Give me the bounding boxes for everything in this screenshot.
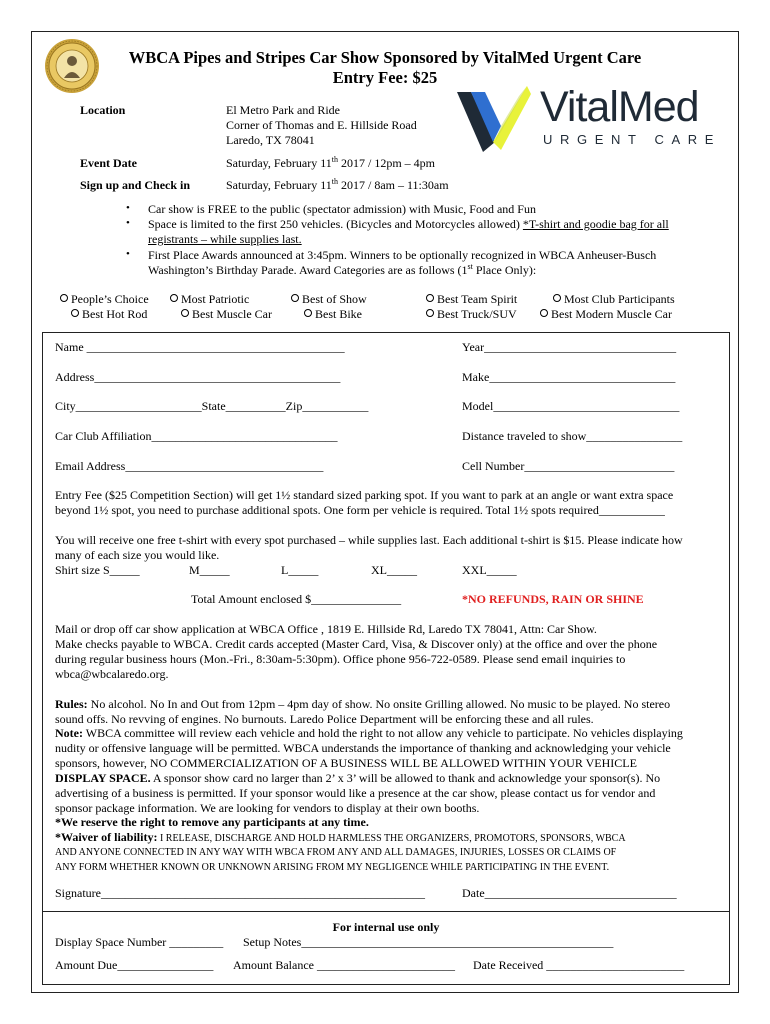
internal-divider bbox=[42, 911, 730, 912]
mail-text-2: Make checks payable to WBCA. Credit cards accepted (Master Card, Visa, & Discover only) at the office and over the phone bbox=[55, 637, 658, 651]
cell-field[interactable]: Cell Number_________________________ bbox=[462, 459, 675, 473]
shirt-size-xl[interactable]: XL_____ bbox=[371, 563, 417, 577]
radio-icon bbox=[553, 294, 561, 302]
award-best-team-spirit[interactable]: Best Team Spirit bbox=[426, 292, 517, 307]
note-text-2: nudity or offensive language will be permitted. WBCA understands the importance of thanking and acknowledging your vehicle bbox=[55, 741, 671, 755]
internal-use-title: For internal use only bbox=[332, 920, 440, 934]
event-date-label: Event Date bbox=[80, 156, 137, 170]
award-best-modern-muscle-car[interactable]: Best Modern Muscle Car bbox=[540, 307, 672, 322]
award-best-of-show[interactable]: Best of Show bbox=[291, 292, 367, 307]
vitalmed-tagline: URGENT CARE bbox=[543, 132, 721, 147]
award-most-patriotic[interactable]: Most Patriotic bbox=[170, 292, 249, 307]
signature-field[interactable]: Signature______________________________________________________ bbox=[55, 886, 425, 900]
shirt-size-m[interactable]: M_____ bbox=[189, 563, 230, 577]
no-refunds-notice: *NO REFUNDS, RAIN OR SHINE bbox=[462, 592, 644, 606]
radio-icon bbox=[60, 294, 68, 302]
radio-icon bbox=[170, 294, 178, 302]
award-best-hot-rod[interactable]: Best Hot Rod bbox=[71, 307, 147, 322]
note-text-4: DISPLAY SPACE. A sponsor show card no larger than 2’ x 3’ will be allowed to thank and acknowledge your sponsor(s). No bbox=[55, 771, 661, 785]
note-text-6: sponsor package information. We are looking for vendors to display at their own booths. bbox=[55, 801, 480, 815]
location-line-3: Laredo, TX 78041 bbox=[226, 133, 315, 147]
setup-notes-field[interactable]: Setup Notes____________________________________________________ bbox=[243, 935, 614, 949]
note-text-1: Note: WBCA committee will review each vehicle and hold the right to not allow any vehicle to participate. No vehicles displaying bbox=[55, 726, 683, 740]
radio-icon bbox=[426, 309, 434, 317]
bullet-3-text: First Place Awards announced at 3:45pm. Winners to be optionally recognized in WBCA Anheuser-Busch bbox=[148, 248, 657, 262]
signup-label: Sign up and Check in bbox=[80, 178, 191, 192]
radio-icon bbox=[291, 294, 299, 302]
award-peoples-choice[interactable]: People’s Choice bbox=[60, 292, 149, 307]
reserve-right-text: *We reserve the right to remove any participants at any time. bbox=[55, 815, 369, 829]
radio-icon bbox=[426, 294, 434, 302]
entry-fee-text: Entry Fee ($25 Competition Section) will get 1½ standard sized parking spot. If you want to park at an angle or want extra space bbox=[55, 488, 674, 502]
address-field[interactable]: Address_________________________________________ bbox=[55, 370, 341, 384]
name-field[interactable]: Name ___________________________________________ bbox=[55, 340, 345, 354]
rules-text-1: Rules: No alcohol. No In and Out from 12pm – 4pm day of show. No onsite Grilling allowed. No music to be played. No stereo bbox=[55, 697, 671, 711]
bullet-icon: • bbox=[126, 217, 130, 229]
note-text-3: sponsors, however, NO COMMERCIALIZATION OF A BUSINESS WILL BE ALLOWED WITHIN YOUR VEHICLE bbox=[55, 756, 637, 770]
location-line-1: El Metro Park and Ride bbox=[226, 103, 340, 117]
rules-text-2: sound offs. No revving of engines. No burnouts. Laredo Police Department will be enforcing these and all rules. bbox=[55, 712, 594, 726]
tshirt-text-cont: many of each size you would like. bbox=[55, 548, 220, 562]
shirt-size-xxl[interactable]: XXL_____ bbox=[462, 563, 517, 577]
event-date-value: Saturday, February 11th 2017 / 12pm – 4pm bbox=[226, 155, 435, 170]
model-field[interactable]: Model_______________________________ bbox=[462, 399, 680, 413]
shirt-size-s[interactable]: Shirt size S_____ bbox=[55, 563, 140, 577]
award-most-club-participants[interactable]: Most Club Participants bbox=[553, 292, 675, 307]
award-best-bike[interactable]: Best Bike bbox=[304, 307, 362, 322]
signup-value: Saturday, February 11th 2017 / 8am – 11:30am bbox=[226, 177, 449, 192]
title-line-2: Entry Fee: $25 bbox=[332, 68, 438, 87]
email-field[interactable]: Email Address_________________________________ bbox=[55, 459, 324, 473]
tshirt-text: You will receive one free t-shirt with every spot purchased – while supplies last. Each additional t-shirt is $15. Please indicate how bbox=[55, 533, 683, 547]
waiver-text-2: AND ANYONE CONNECTED IN ANY WAY WITH WBCA FROM ANY AND ALL DAMAGES, INJURIES, LOSSES OR CLAIMS OF bbox=[55, 847, 617, 858]
city-state-zip-field[interactable]: City_____________________State__________Zip___________ bbox=[55, 399, 369, 413]
location-line-2: Corner of Thomas and E. Hillside Road bbox=[226, 118, 417, 132]
vitalmed-wordmark: VitalMed bbox=[540, 83, 699, 131]
make-field[interactable]: Make_______________________________ bbox=[462, 370, 676, 384]
date-field[interactable]: Date________________________________ bbox=[462, 886, 677, 900]
radio-icon bbox=[181, 309, 189, 317]
waiver-text-3: ANY FORM WHETHER KNOWN OR UNKNOWN ARISING FROM MY NEGLIGENCE WHILE PARTICIPATING IN THE EVENT. bbox=[55, 862, 610, 873]
distance-field[interactable]: Distance traveled to show________________ bbox=[462, 429, 683, 443]
note-text-5: advertising of a business is permitted. If your sponsor would like a presence at the car show, please contact us for vendor and bbox=[55, 786, 656, 800]
bullet-icon: • bbox=[126, 202, 130, 214]
bullet-1-text: Car show is FREE to the public (spectator admission) with Music, Food and Fun bbox=[148, 202, 536, 216]
vitalmed-mark-icon bbox=[455, 84, 535, 156]
bullet-2-text-cont: registrants – while supplies last. bbox=[148, 232, 302, 246]
radio-icon bbox=[304, 309, 312, 317]
award-best-truck-suv[interactable]: Best Truck/SUV bbox=[426, 307, 517, 322]
location-label: Location bbox=[80, 103, 126, 117]
car-club-field[interactable]: Car Club Affiliation_______________________________ bbox=[55, 429, 338, 443]
bullet-icon: • bbox=[126, 248, 130, 260]
waiver-text-1: *Waiver of liability: I RELEASE, DISCHARGE AND HOLD HARMLESS THE ORGANIZERS, PROMOTORS, SPONSORS, WBCA bbox=[55, 830, 626, 844]
radio-icon bbox=[540, 309, 548, 317]
amount-due-field[interactable]: Amount Due________________ bbox=[55, 958, 214, 972]
amount-balance-field[interactable]: Amount Balance _______________________ bbox=[233, 958, 455, 972]
entry-fee-text-cont: beyond 1½ spot, you need to purchase additional spots. One form per vehicle is required. Total 1½ spots required___________ bbox=[55, 503, 665, 517]
title-line-1: WBCA Pipes and Stripes Car Show Sponsored by VitalMed Urgent Care bbox=[128, 48, 642, 67]
total-amount-field[interactable]: Total Amount enclosed $_______________ bbox=[191, 592, 402, 606]
bullet-3-text-cont: Washington’s Birthday Parade. Award Categories are as follows (1st Place Only): bbox=[148, 262, 537, 277]
mail-text-1: Mail or drop off car show application at WBCA Office , 1819 E. Hillside Rd, Laredo TX 78041, Attn: Car Show. bbox=[55, 622, 597, 636]
radio-icon bbox=[71, 309, 79, 317]
display-space-field[interactable]: Display Space Number _________ bbox=[55, 935, 224, 949]
bullet-2-text: Space is limited to the first 250 vehicles. (Bicycles and Motorcycles allowed) *T-shirt and goodie bag for all bbox=[148, 217, 669, 231]
mail-text-3: during regular business hours (Mon.-Fri., 8:30am-5:30pm). Office phone 956-722-0589. Please send email inquiries to bbox=[55, 652, 626, 666]
mail-text-4: wbca@wbcalaredo.org. bbox=[55, 667, 169, 681]
date-received-field[interactable]: Date Received _______________________ bbox=[473, 958, 685, 972]
award-best-muscle-car[interactable]: Best Muscle Car bbox=[181, 307, 272, 322]
shirt-size-l[interactable]: L_____ bbox=[281, 563, 319, 577]
year-field[interactable]: Year________________________________ bbox=[462, 340, 677, 354]
